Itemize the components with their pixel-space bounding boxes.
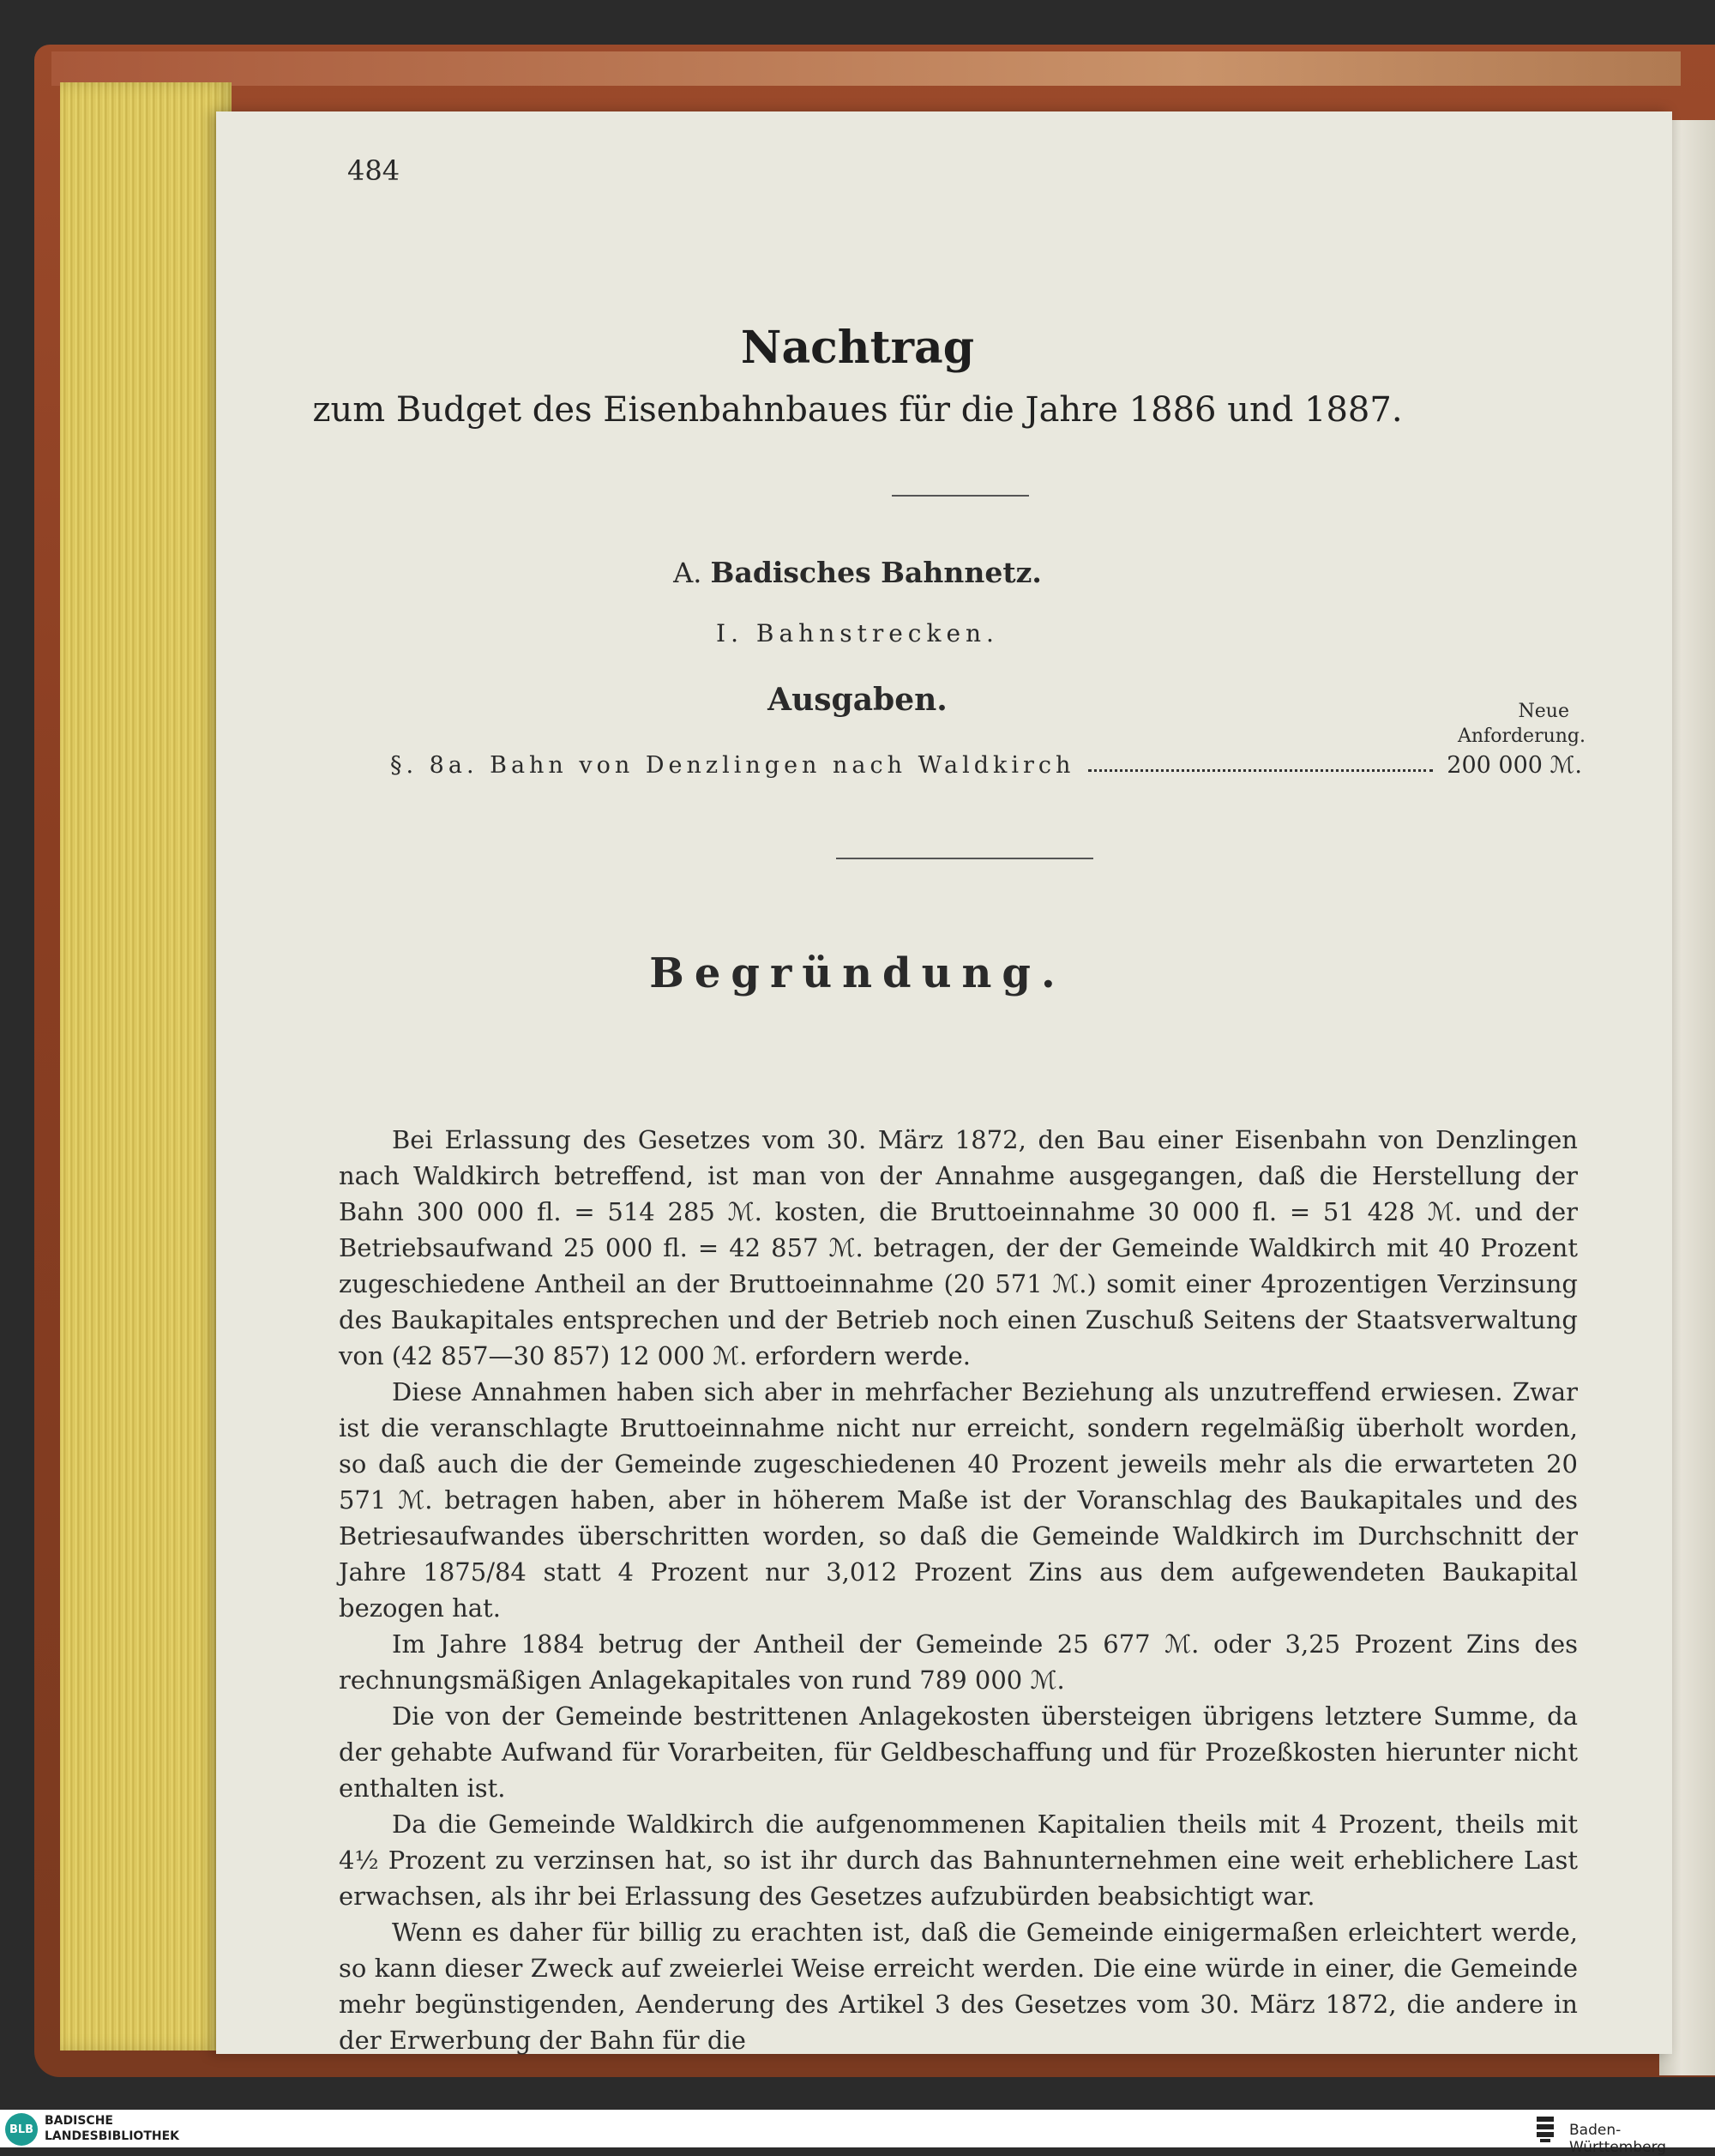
page-number: 484 [347, 154, 400, 187]
state-label: Baden-Württemberg [1569, 2122, 1667, 2156]
footer-bar [0, 2110, 1715, 2147]
body-text [339, 1122, 1578, 2058]
section-prefix: A. [673, 557, 702, 589]
paragraph: Im Jahre 1884 betrug der Antheil der Gemeinde 25 677 ℳ. oder 3,25 Prozent Zins des rechnungsmäßigen Anlagekapitales von rund 789 000 ℳ. [339, 1629, 1578, 1695]
budget-item-label: §. 8a. Bahn von Denzlingen nach Waldkirch [390, 752, 1075, 779]
library-name-line2: LANDESBIBLIOTHEK [45, 2129, 180, 2143]
paragraph: Da die Gemeinde Waldkirch die aufgenommenen Kapitalien theils mit 4 Prozent, theils mit 4½ Prozent zu verzinsen hat, so ist ihr durch das Bahnunternehmen eine weit erheblichere Last erwachsen, als ihr bei Erlassung des Gesetzes aufzubürden beabsichtigt war. [339, 1810, 1578, 1911]
blb-logo: BLB [5, 2113, 38, 2146]
column-header [1458, 699, 1586, 749]
budget-item [390, 752, 1582, 779]
page-subtitle: zum Budget des Eisenbahnbaues für die Jahre 1886 und 1887. [312, 390, 1403, 430]
paragraph: Bei Erlassung des Gesetzes vom 30. März 1872, den Bau einer Eisenbahn von Denzlingen nach Waldkirch betreffend, ist man von der Annahme ausgegangen, daß die Herstellung der Bahn 300 000 fl. = 514 285 ℳ. kosten, die Bruttoeinnahme 30 000 fl. = 51 428 ℳ. und der Betriebsaufwand 25 000 fl. = 42 857 ℳ. betragen, der der Gemeinde Waldkirch mit 40 Prozent zugeschiedene Antheil an der Bruttoeinnahme (20 571 ℳ.) somit einer 4prozentigen Verzinsung des Baukapitales entsprechen und der Betrieb noch einen Zuschuß Seitens der Staatsverwaltung von (42 857—30 857) 12 000 ℳ. erfordern werde. [339, 1125, 1578, 1370]
leader-dots [1088, 752, 1433, 772]
begruendung-heading: Begründung. [649, 949, 1066, 997]
paragraph: Wenn es daher für billig zu erachten ist, daß die Gemeinde einigermaßen erleichtert werde, so kann dieser Zweck auf zweierlei Weise erreicht werden. Die eine würde in einer, die Gemeinde mehr begünstigenden, Aenderung des Artikel 3 des Gesetzes vom 30. März 1872, die andere in der Erwerbung der Bahn für die [339, 1918, 1578, 2055]
book-cover-top [51, 51, 1681, 86]
baden-wuerttemberg-logo-icon [1535, 2115, 1556, 2144]
paragraph: Diese Annahmen haben sich aber in mehrfacher Beziehung als unzutreffend erwiesen. Zwar ist die veranschlagte Bruttoeinnahme nicht nur erreicht, sondern regelmäßig überholt worden, so daß auch die der Gemeinde zugeschiedenen 40 Prozent jeweils mehr als die erwarteten 20 571 ℳ. betragen haben, aber in höherem Maße ist der Voranschlag des Baukapitales und des Betriesaufwandes überschritten worden, so daß die Gemeinde Waldkirch im Durchschnitt der Jahre 1875/84 statt 4 Prozent nur 3,012 Prozent Zins aus dem aufgewendeten Baukapital bezogen hat. [339, 1377, 1578, 1623]
divider-rule-2 [836, 858, 1093, 859]
paragraph: Die von der Gemeinde bestrittenen Anlagekosten übersteigen übrigens letztere Summe, da der gehabte Aufwand für Vorarbeiten, für Geldbeschaffung und für Prozeßkosten hierunter nicht enthalten ist. [339, 1701, 1578, 1803]
page-title: Nachtrag [740, 322, 975, 374]
divider-rule [892, 495, 1029, 497]
section-heading [0, 556, 1715, 589]
section-name: Badisches Bahnnetz. [710, 556, 1042, 589]
library-name-line1: BADISCHE [45, 2114, 113, 2128]
column-header-line1: Neue [1518, 701, 1569, 722]
library-name [45, 2113, 179, 2144]
ausgaben-heading: Ausgaben. [767, 682, 948, 718]
budget-item-amount: 200 000 ℳ. [1447, 752, 1582, 779]
page-edges [60, 82, 232, 2051]
column-header-line2: Anforderung. [1458, 726, 1586, 747]
subsection-heading: I. Bahnstrecken. [716, 619, 999, 647]
